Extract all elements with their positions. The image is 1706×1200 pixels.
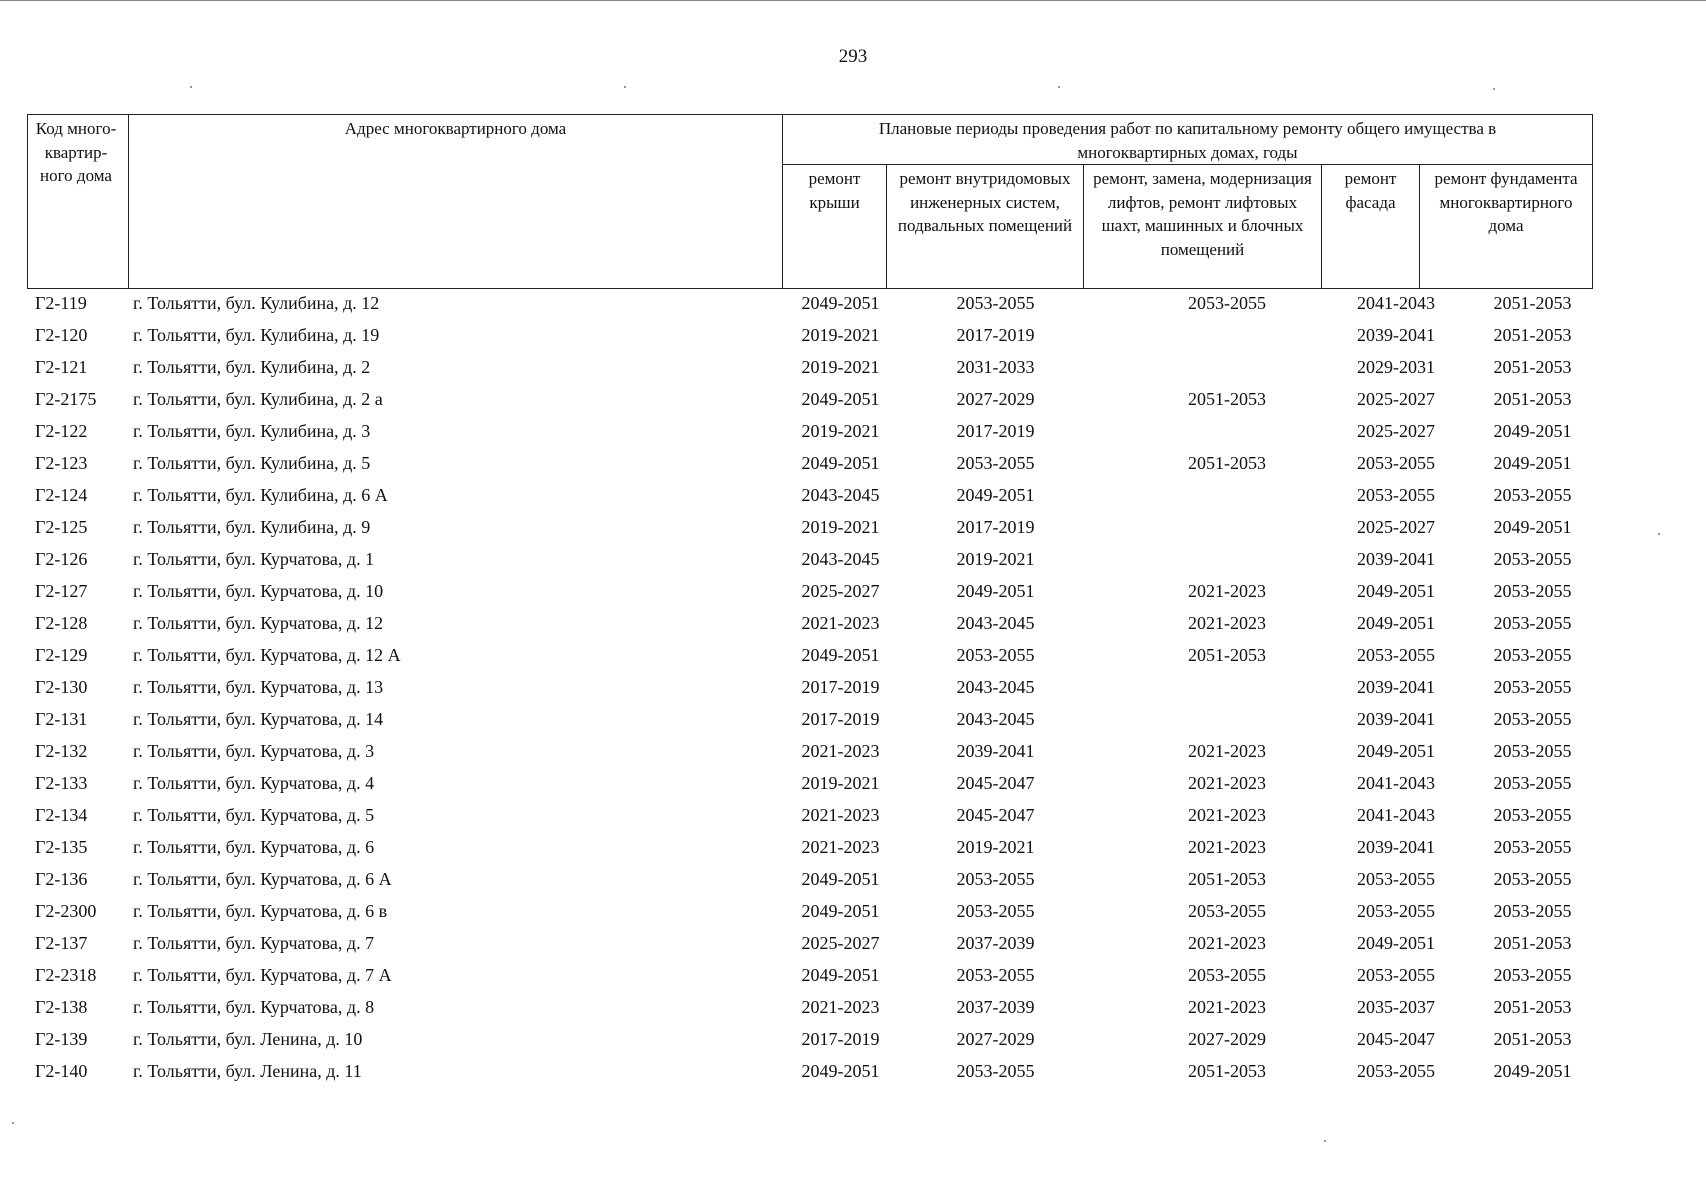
scan-speck [190,86,192,88]
cell-facade: 2049-2051 [1357,581,1435,601]
cell-roof: 2049-2051 [801,293,880,313]
table-row [27,513,1593,545]
page-top-rule [0,0,1706,1]
cell-systems: 2045-2047 [956,773,1035,793]
cell-elevators: 2021-2023 [1188,837,1266,857]
cell-foundation: 2049-2051 [1493,517,1572,537]
cell-facade: 2053-2055 [1357,965,1435,985]
cell-address: г. Тольятти, бул. Курчатова, д. 5 [133,805,375,825]
cell-facade: 2035-2037 [1357,997,1435,1017]
cell-elevators: 2051-2053 [1188,1061,1266,1081]
cell-systems: 2049-2051 [956,485,1035,505]
table-row [27,481,1593,513]
cell-foundation: 2051-2053 [1493,357,1572,377]
cell-address: г. Тольятти, бул. Курчатова, д. 3 [133,741,375,761]
cell-code: Г2-136 [35,869,88,889]
cell-facade: 2025-2027 [1357,421,1435,441]
cell-foundation: 2051-2053 [1493,933,1572,953]
cell-foundation: 2053-2055 [1493,549,1572,569]
cell-facade: 2029-2031 [1357,357,1435,377]
cell-code: Г2-120 [35,325,88,345]
header-foundation: ремонт фундамента многоквартирного дома [1434,169,1578,235]
cell-facade: 2039-2041 [1357,709,1435,729]
cell-facade: 2039-2041 [1357,837,1435,857]
scan-speck [12,1122,14,1124]
cell-foundation: 2051-2053 [1493,1029,1572,1049]
cell-foundation: 2053-2055 [1493,837,1572,857]
cell-systems: 2053-2055 [956,1061,1035,1081]
table-row [27,289,1593,321]
cell-facade: 2041-2043 [1357,773,1435,793]
cell-address: г. Тольятти, бул. Курчатова, д. 8 [133,997,375,1017]
cell-foundation: 2051-2053 [1493,389,1572,409]
table-row [27,737,1593,769]
cell-roof: 2019-2021 [801,773,880,793]
cell-roof: 2019-2021 [801,517,880,537]
cell-facade: 2039-2041 [1357,325,1435,345]
cell-systems: 2053-2055 [956,869,1035,889]
header-divider [782,164,1592,165]
cell-systems: 2053-2055 [956,453,1035,473]
header-facade: ремонт фасада [1344,169,1397,212]
cell-elevators: 2021-2023 [1188,741,1266,761]
scan-speck [624,86,626,88]
cell-facade: 2053-2055 [1357,1061,1435,1081]
header-divider [128,115,129,288]
cell-roof: 2049-2051 [801,453,880,473]
cell-address: г. Тольятти, бул. Ленина, д. 11 [133,1061,362,1081]
cell-roof: 2019-2021 [801,357,880,377]
table-row [27,865,1593,897]
cell-address: г. Тольятти, бул. Курчатова, д. 12 [133,613,384,633]
header-code: Код много-квартир-ного дома [35,119,117,185]
cell-roof: 2017-2019 [801,1029,880,1049]
cell-roof: 2021-2023 [801,997,880,1017]
cell-roof: 2049-2051 [801,901,880,921]
cell-foundation: 2053-2055 [1493,869,1572,889]
cell-elevators: 2027-2029 [1188,1029,1266,1049]
cell-code: Г2-129 [35,645,88,665]
cell-code: Г2-119 [35,293,87,313]
cell-code: Г2-123 [35,453,88,473]
cell-code: Г2-125 [35,517,88,537]
cell-facade: 2025-2027 [1357,517,1435,537]
cell-facade: 2053-2055 [1357,901,1435,921]
cell-facade: 2025-2027 [1357,389,1435,409]
table-row [27,801,1593,833]
cell-code: Г2-121 [35,357,88,377]
cell-address: г. Тольятти, бул. Курчатова, д. 7 А [133,965,392,985]
cell-code: Г2-131 [35,709,88,729]
cell-roof: 2021-2023 [801,805,880,825]
cell-code: Г2-132 [35,741,88,761]
cell-roof: 2021-2023 [801,741,880,761]
cell-systems: 2053-2055 [956,901,1035,921]
scan-speck [1493,88,1495,90]
cell-address: г. Тольятти, бул. Курчатова, д. 6 А [133,869,392,889]
cell-systems: 2043-2045 [956,709,1035,729]
scan-speck [1658,533,1660,535]
header-periods-group: Плановые периоды проведения работ по капитальному ремонту общего имущества в многоквартирных домах, годы [878,119,1497,162]
cell-code: Г2-137 [35,933,88,953]
cell-address: г. Тольятти, бул. Кулибина, д. 3 [133,421,371,441]
cell-address: г. Тольятти, бул. Курчатова, д. 6 в [133,901,388,921]
cell-foundation: 2051-2053 [1493,997,1572,1017]
table-row [27,961,1593,993]
cell-facade: 2049-2051 [1357,613,1435,633]
cell-elevators: 2021-2023 [1188,581,1266,601]
cell-roof: 2019-2021 [801,421,880,441]
cell-address: г. Тольятти, бул. Ленина, д. 10 [133,1029,363,1049]
cell-systems: 2037-2039 [956,997,1035,1017]
cell-facade: 2053-2055 [1357,645,1435,665]
table-row [27,449,1593,481]
cell-roof: 2021-2023 [801,613,880,633]
cell-elevators: 2021-2023 [1188,997,1266,1017]
cell-elevators: 2021-2023 [1188,773,1266,793]
cell-systems: 2053-2055 [956,645,1035,665]
cell-roof: 2019-2021 [801,325,880,345]
cell-roof: 2049-2051 [801,389,880,409]
cell-facade: 2049-2051 [1357,741,1435,761]
table-row [27,769,1593,801]
cell-address: г. Тольятти, бул. Курчатова, д. 4 [133,773,375,793]
cell-address: г. Тольятти, бул. Кулибина, д. 9 [133,517,371,537]
table-row [27,1057,1593,1089]
table-row [27,321,1593,353]
cell-address: г. Тольятти, бул. Курчатова, д. 14 [133,709,384,729]
cell-facade: 2039-2041 [1357,549,1435,569]
cell-foundation: 2053-2055 [1493,645,1572,665]
cell-systems: 2017-2019 [956,421,1035,441]
cell-systems: 2053-2055 [956,965,1035,985]
cell-systems: 2043-2045 [956,677,1035,697]
table-row [27,417,1593,449]
cell-elevators: 2053-2055 [1188,293,1266,313]
header-elevators: ремонт, замена, модернизация лифтов, ремонт лифтовых шахт, машинных и блочных помещений [1093,169,1312,259]
cell-code: Г2-122 [35,421,88,441]
cell-address: г. Тольятти, бул. Кулибина, д. 6 А [133,485,388,505]
cell-roof: 2025-2027 [801,581,880,601]
scan-speck [1058,86,1060,88]
cell-systems: 2043-2045 [956,613,1035,633]
cell-systems: 2049-2051 [956,581,1035,601]
cell-facade: 2039-2041 [1357,677,1435,697]
cell-address: г. Тольятти, бул. Курчатова, д. 10 [133,581,384,601]
cell-code: Г2-128 [35,613,88,633]
cell-address: г. Тольятти, бул. Курчатова, д. 6 [133,837,375,857]
table-row [27,609,1593,641]
cell-address: г. Тольятти, бул. Кулибина, д. 2 а [133,389,383,409]
cell-foundation: 2053-2055 [1493,485,1572,505]
cell-code: Г2-2318 [35,965,97,985]
cell-foundation: 2053-2055 [1493,709,1572,729]
scan-speck [1324,1140,1326,1142]
table-row [27,673,1593,705]
cell-roof: 2049-2051 [801,869,880,889]
cell-code: Г2-139 [35,1029,88,1049]
cell-code: Г2-126 [35,549,88,569]
cell-address: г. Тольятти, бул. Курчатова, д. 7 [133,933,375,953]
cell-code: Г2-135 [35,837,88,857]
cell-code: Г2-2175 [35,389,97,409]
cell-elevators: 2053-2055 [1188,965,1266,985]
cell-foundation: 2053-2055 [1493,773,1572,793]
cell-code: Г2-140 [35,1061,88,1081]
header-systems: ремонт внутридомовых инженерных систем, подвальных помещений [897,169,1073,235]
cell-elevators: 2021-2023 [1188,805,1266,825]
table-row [27,385,1593,417]
table-row [27,897,1593,929]
cell-facade: 2041-2043 [1357,805,1435,825]
header-address: Адрес многоквартирного дома [344,119,567,138]
cell-foundation: 2049-2051 [1493,421,1572,441]
cell-foundation: 2053-2055 [1493,581,1572,601]
table-row [27,929,1593,961]
cell-systems: 2027-2029 [956,389,1035,409]
page-number: 293 [838,46,868,67]
table-row [27,993,1593,1025]
cell-address: г. Тольятти, бул. Кулибина, д. 12 [133,293,380,313]
cell-code: Г2-138 [35,997,88,1017]
cell-elevators: 2051-2053 [1188,869,1266,889]
table-row [27,545,1593,577]
cell-roof: 2049-2051 [801,645,880,665]
cell-systems: 2031-2033 [956,357,1035,377]
cell-code: Г2-2300 [35,901,97,921]
cell-elevators: 2051-2053 [1188,453,1266,473]
cell-roof: 2017-2019 [801,677,880,697]
cell-systems: 2027-2029 [956,1029,1035,1049]
cell-elevators: 2021-2023 [1188,933,1266,953]
cell-roof: 2025-2027 [801,933,880,953]
cell-roof: 2017-2019 [801,709,880,729]
cell-elevators: 2053-2055 [1188,901,1266,921]
table-row [27,705,1593,737]
cell-roof: 2049-2051 [801,965,880,985]
cell-roof: 2043-2045 [801,549,880,569]
cell-systems: 2053-2055 [956,293,1035,313]
cell-facade: 2053-2055 [1357,485,1435,505]
cell-elevators: 2051-2053 [1188,645,1266,665]
cell-address: г. Тольятти, бул. Курчатова, д. 1 [133,549,375,569]
header-roof: ремонт крыши [808,169,861,212]
cell-systems: 2037-2039 [956,933,1035,953]
table-row [27,833,1593,865]
cell-roof: 2049-2051 [801,1061,880,1081]
table-header [27,114,1593,289]
cell-code: Г2-133 [35,773,88,793]
cell-foundation: 2053-2055 [1493,901,1572,921]
cell-address: г. Тольятти, бул. Курчатова, д. 13 [133,677,384,697]
cell-facade: 2045-2047 [1357,1029,1435,1049]
cell-address: г. Тольятти, бул. Кулибина, д. 19 [133,325,380,345]
cell-systems: 2017-2019 [956,517,1035,537]
cell-address: г. Тольятти, бул. Кулибина, д. 5 [133,453,371,473]
cell-foundation: 2053-2055 [1493,965,1572,985]
cell-address: г. Тольятти, бул. Кулибина, д. 2 [133,357,371,377]
cell-foundation: 2053-2055 [1493,613,1572,633]
cell-code: Г2-127 [35,581,88,601]
cell-elevators: 2051-2053 [1188,389,1266,409]
table-body [27,289,1593,1089]
cell-foundation: 2053-2055 [1493,805,1572,825]
cell-foundation: 2049-2051 [1493,453,1572,473]
cell-systems: 2019-2021 [956,837,1035,857]
cell-address: г. Тольятти, бул. Курчатова, д. 12 А [133,645,401,665]
cell-systems: 2017-2019 [956,325,1035,345]
cell-systems: 2045-2047 [956,805,1035,825]
cell-roof: 2043-2045 [801,485,880,505]
cell-systems: 2019-2021 [956,549,1035,569]
cell-systems: 2039-2041 [956,741,1035,761]
cell-foundation: 2049-2051 [1493,1061,1572,1081]
cell-facade: 2041-2043 [1357,293,1435,313]
cell-roof: 2021-2023 [801,837,880,857]
cell-facade: 2053-2055 [1357,453,1435,473]
cell-code: Г2-134 [35,805,88,825]
cell-foundation: 2051-2053 [1493,293,1572,313]
cell-foundation: 2053-2055 [1493,741,1572,761]
cell-foundation: 2051-2053 [1493,325,1572,345]
cell-facade: 2053-2055 [1357,869,1435,889]
cell-facade: 2049-2051 [1357,933,1435,953]
cell-code: Г2-124 [35,485,88,505]
cell-foundation: 2053-2055 [1493,677,1572,697]
table-row [27,1025,1593,1057]
table-row [27,641,1593,673]
cell-code: Г2-130 [35,677,88,697]
cell-elevators: 2021-2023 [1188,613,1266,633]
table-row [27,353,1593,385]
table-row [27,577,1593,609]
